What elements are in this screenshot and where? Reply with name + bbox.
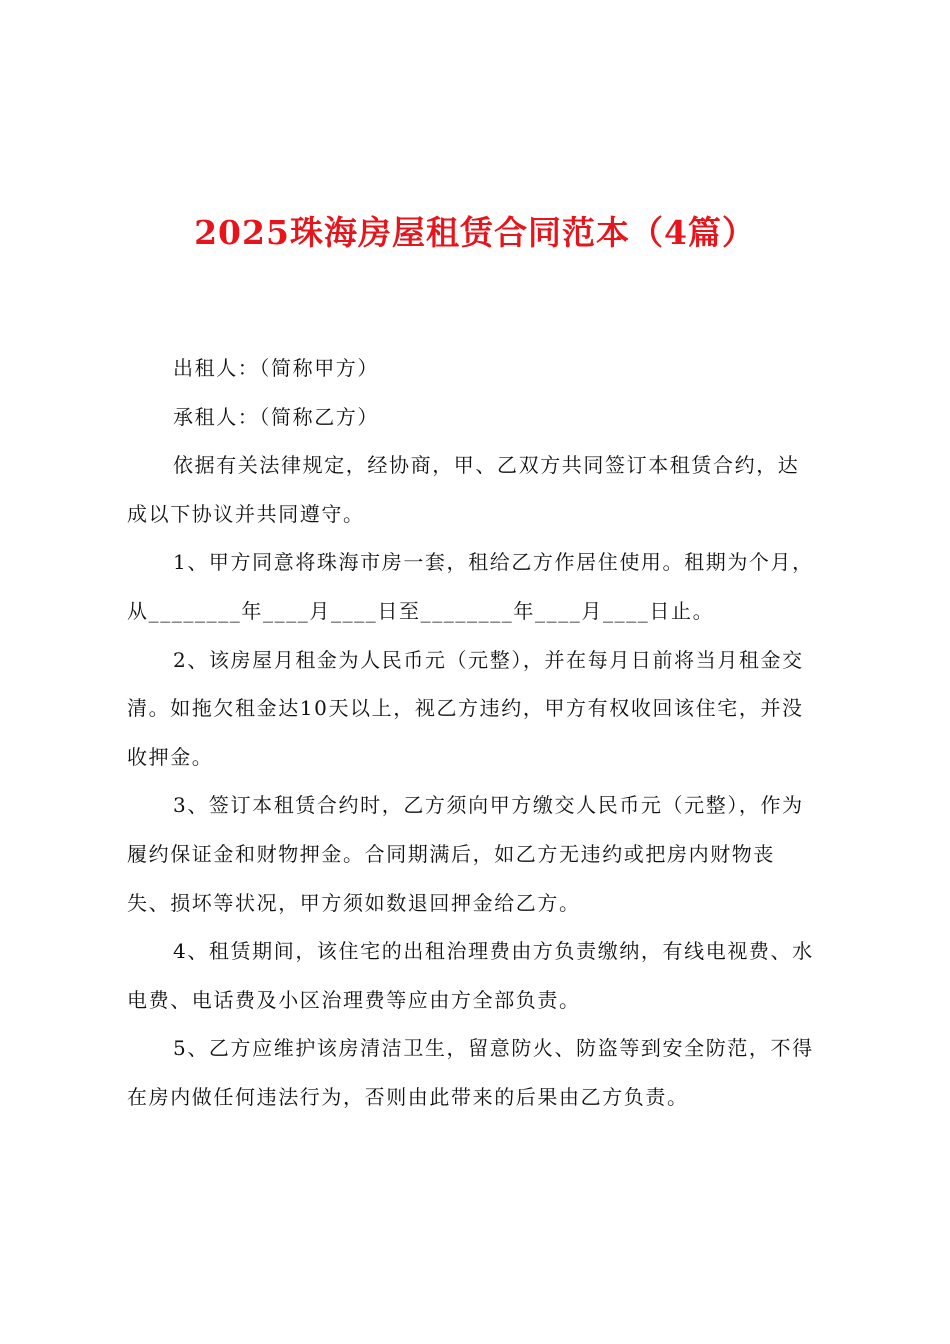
lessor-line: 出租人：（简称甲方）: [173, 356, 379, 380]
lessee-line: 承租人：（简称乙方）: [173, 404, 379, 429]
clause-4-line-2: 电费、电话费及小区治理费等应由方全部负责。: [127, 987, 581, 1012]
clause-3-line-2: 履约保证金和财物押金。合同期满后，如乙方无违约或把房内财物丧: [127, 841, 775, 866]
clause-2-line-2: 清。如拖欠租金达10天以上，视乙方违约，甲方有权收回该住宅，并没: [127, 696, 804, 721]
clause-2-line-3: 收押金。: [127, 744, 214, 769]
clause-5-line-1: 5、乙方应维护该房清洁卫生，留意防火、防盗等到安全防范，不得: [173, 1036, 814, 1061]
clause-3-line-1: 3、签订本租赁合约时，乙方须向甲方缴交人民币元（元整），作为: [173, 793, 804, 818]
clause-3-line-3: 失、损坏等状况，甲方须如数退回押金给乙方。: [127, 890, 581, 915]
clause-1-line-1: 1、甲方同意将珠海市房一套，租给乙方作居住使用。租期为个月，: [173, 550, 814, 575]
clause-5-line-2: 在房内做任何违法行为，否则由此带来的后果由乙方负责。: [127, 1084, 689, 1109]
clause-1-line-2: 从________年____月____日至________年____月____日止。: [127, 598, 715, 623]
clause-2-line-1: 2、该房屋月租金为人民币元（元整），并在每月日前将当月租金交: [173, 647, 804, 672]
document-body: [127, 344, 835, 1122]
document-title: 2025珠海房屋租赁合同范本（4篇）: [194, 213, 756, 252]
preamble-line-1: 依据有关法律规定，经协商，甲、乙双方共同签订本租赁合约，达: [173, 453, 800, 478]
preamble-line-2: 成以下协议并共同遵守。: [127, 501, 365, 526]
clause-4-line-1: 4、租赁期间，该住宅的出租治理费由方负责缴纳，有线电视费、水: [173, 939, 814, 964]
